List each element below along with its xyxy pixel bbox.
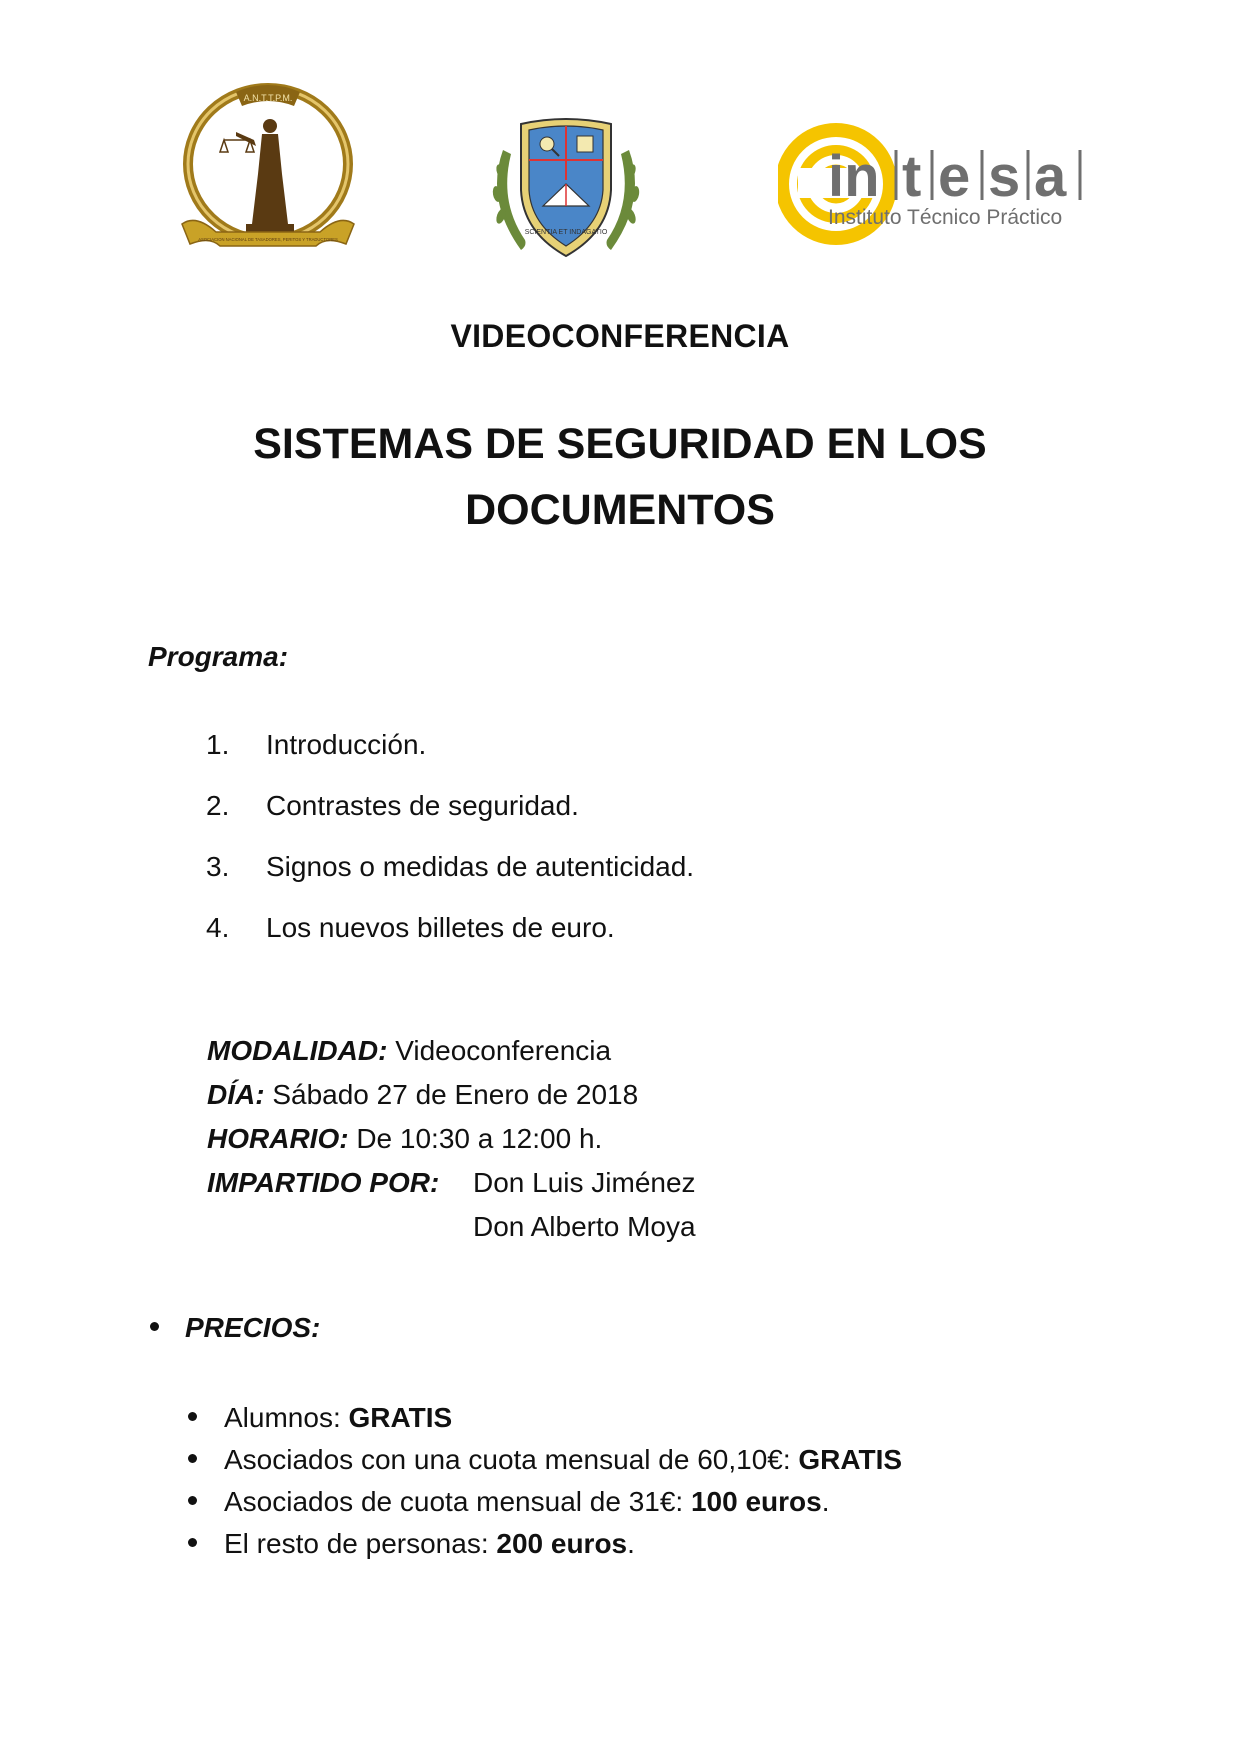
intesa-letter-s: s xyxy=(988,144,1021,209)
bullet-icon xyxy=(188,1454,197,1463)
page-title-line-1: SISTEMAS DE SEGURIDAD EN LOS xyxy=(253,420,987,468)
detail-value: Don Alberto Moya xyxy=(473,1211,696,1242)
price-value: GRATIS xyxy=(348,1402,453,1433)
intesa-letter-e: e xyxy=(938,144,971,209)
detail-label: DÍA: xyxy=(207,1079,265,1110)
price-value: 200 euros xyxy=(496,1528,628,1559)
price-text: Asociados con una cuota mensual de 60,10€: xyxy=(224,1444,799,1475)
price-item xyxy=(188,1528,635,1560)
price-text: Alumnos: xyxy=(224,1402,349,1433)
detail-value: De 10:30 a 12:00 h. xyxy=(356,1123,603,1154)
intesa-letter-t: t xyxy=(902,144,922,209)
price-suffix: . xyxy=(821,1486,830,1517)
heading-videoconferencia: VIDEOCONFERENCIA xyxy=(450,318,790,354)
anttpm-top-text: A.N.T.T.P.M. xyxy=(243,93,293,103)
detail-dia xyxy=(207,1079,638,1111)
program-item xyxy=(206,851,694,883)
program-item-text: Introducción. xyxy=(266,729,427,760)
anttpm-logo xyxy=(176,74,360,264)
program-item xyxy=(206,790,579,822)
program-item xyxy=(206,729,426,761)
detail-value: Don Luis Jiménez xyxy=(473,1167,696,1198)
program-item-number: 1. xyxy=(206,729,230,760)
shield-crest-logo xyxy=(481,110,651,270)
page-title-line-2: DOCUMENTOS xyxy=(465,486,775,534)
price-text: Asociados de cuota mensual de 31€: xyxy=(224,1486,691,1517)
program-item-number: 3. xyxy=(206,851,230,882)
detail-impartido xyxy=(207,1167,439,1199)
detail-label: HORARIO: xyxy=(207,1123,349,1154)
program-item-number: 4. xyxy=(206,912,230,943)
detail-label: MODALIDAD: xyxy=(207,1035,388,1066)
price-item xyxy=(188,1444,902,1476)
price-suffix: . xyxy=(627,1528,635,1559)
intesa-letter-in: in xyxy=(828,144,880,209)
program-label: Programa: xyxy=(148,641,289,672)
program-item-text: Signos o medidas de autenticidad. xyxy=(266,851,695,882)
price-item xyxy=(188,1486,830,1518)
intesa-subtitle: Instituto Técnico Práctico xyxy=(828,206,1063,229)
detail-label: IMPARTIDO POR: xyxy=(207,1167,440,1198)
program-item-number: 2. xyxy=(206,790,230,821)
detail-value: Videoconferencia xyxy=(395,1035,612,1066)
bullet-icon xyxy=(188,1538,197,1547)
prices-heading xyxy=(150,1312,320,1344)
bullet-icon xyxy=(188,1496,197,1505)
program-item xyxy=(206,912,615,944)
price-item xyxy=(188,1402,452,1434)
anttpm-ribbon-text: ASOCIACION NACIONAL DE TASADORES, PERITOS Y TRADUCTORES xyxy=(198,237,338,242)
intesa-letter-a: a xyxy=(1034,144,1067,209)
program-item-text: Los nuevos billetes de euro. xyxy=(266,912,615,943)
crest-motto: SCIENTIA ET INDAGATIO xyxy=(524,229,608,236)
prices-label: PRECIOS: xyxy=(185,1312,321,1343)
price-value: GRATIS xyxy=(798,1444,903,1475)
intesa-logo xyxy=(778,116,1104,252)
bullet-icon xyxy=(188,1412,197,1421)
price-value: 100 euros xyxy=(690,1486,822,1517)
detail-modalidad xyxy=(207,1035,611,1067)
program-item-text: Contrastes de seguridad. xyxy=(266,790,579,821)
price-text: El resto de personas: xyxy=(224,1528,497,1559)
detail-value: Sábado 27 de Enero de 2018 xyxy=(272,1079,639,1110)
detail-horario xyxy=(207,1123,602,1155)
bullet-icon xyxy=(150,1322,159,1331)
